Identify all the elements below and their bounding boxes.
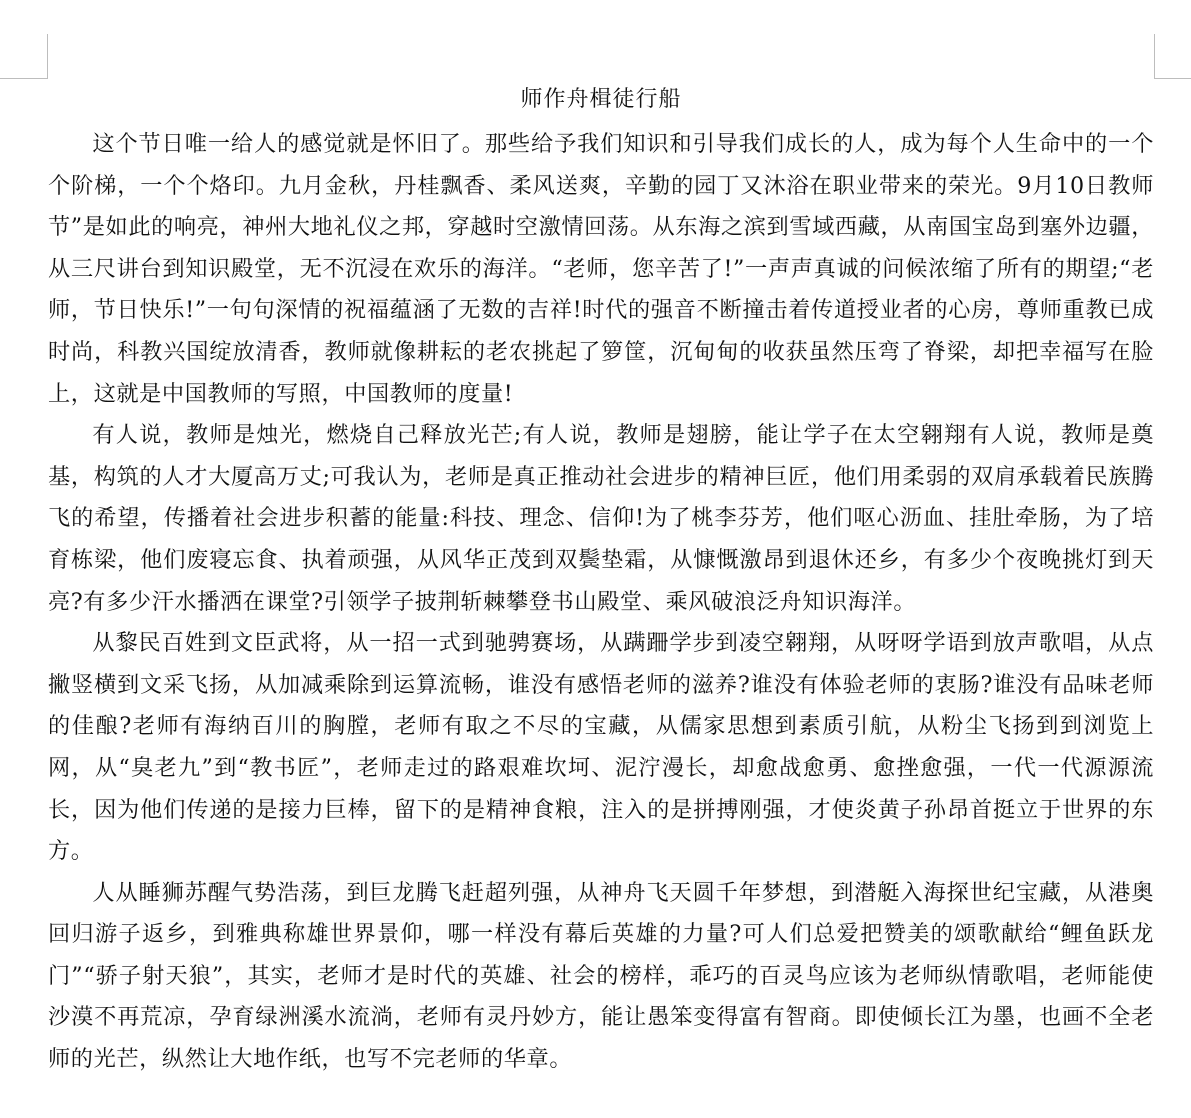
- paragraph-2: 有人说，教师是烛光，燃烧自己释放光芒;有人说，教师是翅膀，能让学子在太空翱翔有人说，教师是奠基，构筑的人才大厦高万丈;可我认为，老师是真正推动社会进步的精神巨匠，他们用柔弱的双肩承载着民族腾飞的希望，传播着社会进步积蓄的能量:科技、理念、信仰!为了桃李芬芳，他们呕心沥血、挂肚牵肠，为了培育栋梁，他们废寝忘食、执着顽强，从风华正茂到双鬓垫霜，从慷慨激昂到退休还乡，有多少个夜晚挑灯到天亮?有多少汗水播洒在课堂?引领学子披荆斩棘攀登书山殿堂、乘风破浪泛舟知识海洋。: [48, 422, 1154, 615]
- paragraph-3: 从黎民百姓到文臣武将，从一招一式到驰骋赛场，从蹒跚学步到凌空翱翔，从呀呀学语到放声歌唱，从点撇竖横到文采飞扬，从加减乘除到运算流畅，谁没有感悟老师的滋养?谁没有体验老师的衷肠?谁没有品味老师的佳酿?老师有海纳百川的胸膛，老师有取之不尽的宝藏，从儒家思想到素质引航，从粉尘飞扬到到浏览上网，从“臭老九”到“教书匠”，老师走过的路艰难坎坷、泥泞漫长，却愈战愈勇、愈挫愈强，一代一代源源流长，因为他们传递的是接力巨棒，留下的是精神食粮，注入的是拼搏刚强，才使炎黄子孙昂首挺立于世界的东方。: [48, 630, 1154, 865]
- page-corner-mark-left: [0, 34, 48, 79]
- page-corner-mark-right: [1154, 34, 1191, 79]
- paragraph-1: 这个节日唯一给人的感觉就是怀旧了。那些给予我们知识和引导我们成长的人，成为每个人生命中的一个个阶梯，一个个烙印。九月金秋，丹桂飘香、柔风送爽，辛勤的园丁又沐浴在职业带来的荣光。9月10日教师节”是如此的响亮，神州大地礼仪之邦，穿越时空激情回荡。从东海之滨到雪域西藏，从南国宝岛到塞外边疆，从三尺讲台到知识殿堂，无不沉浸在欢乐的海洋。“老师，您辛苦了!”一声声真诚的问候浓缩了所有的期望;“老师，节日快乐!”一句句深情的祝福蕴涵了无数的吉祥!时代的强音不断撞击着传道授业者的心房，尊师重教已成时尚，科教兴国绽放清香，教师就像耕耘的老农挑起了箩筐，沉甸甸的收获虽然压弯了脊梁，却把幸福写在脸上，这就是中国教师的写照，中国教师的度量!: [48, 131, 1154, 407]
- paragraph-4: 人从睡狮苏醒气势浩荡，到巨龙腾飞赶超列强，从神舟飞天圆千年梦想，到潜艇入海探世纪宝藏，从港奥回归游子返乡，到雅典称雄世界景仰，哪一样没有幕后英雄的力量?可人们总爱把赞美的颂歌献给“鲤鱼跃龙门”“骄子射天狼”，其实，老师才是时代的英雄、社会的榜样，乖巧的百灵鸟应该为老师纵情歌唱，老师能使沙漠不再荒凉，孕育绿洲溪水流淌，老师有灵丹妙方，能让愚笨变得富有智商。即使倾长江为墨，也画不全老师的光芒，纵然让大地作纸，也写不完老师的华章。: [48, 879, 1154, 1073]
- document-body[interactable]: [48, 84, 1154, 1081]
- document-title: 师作舟楫徒行船: [520, 87, 682, 112]
